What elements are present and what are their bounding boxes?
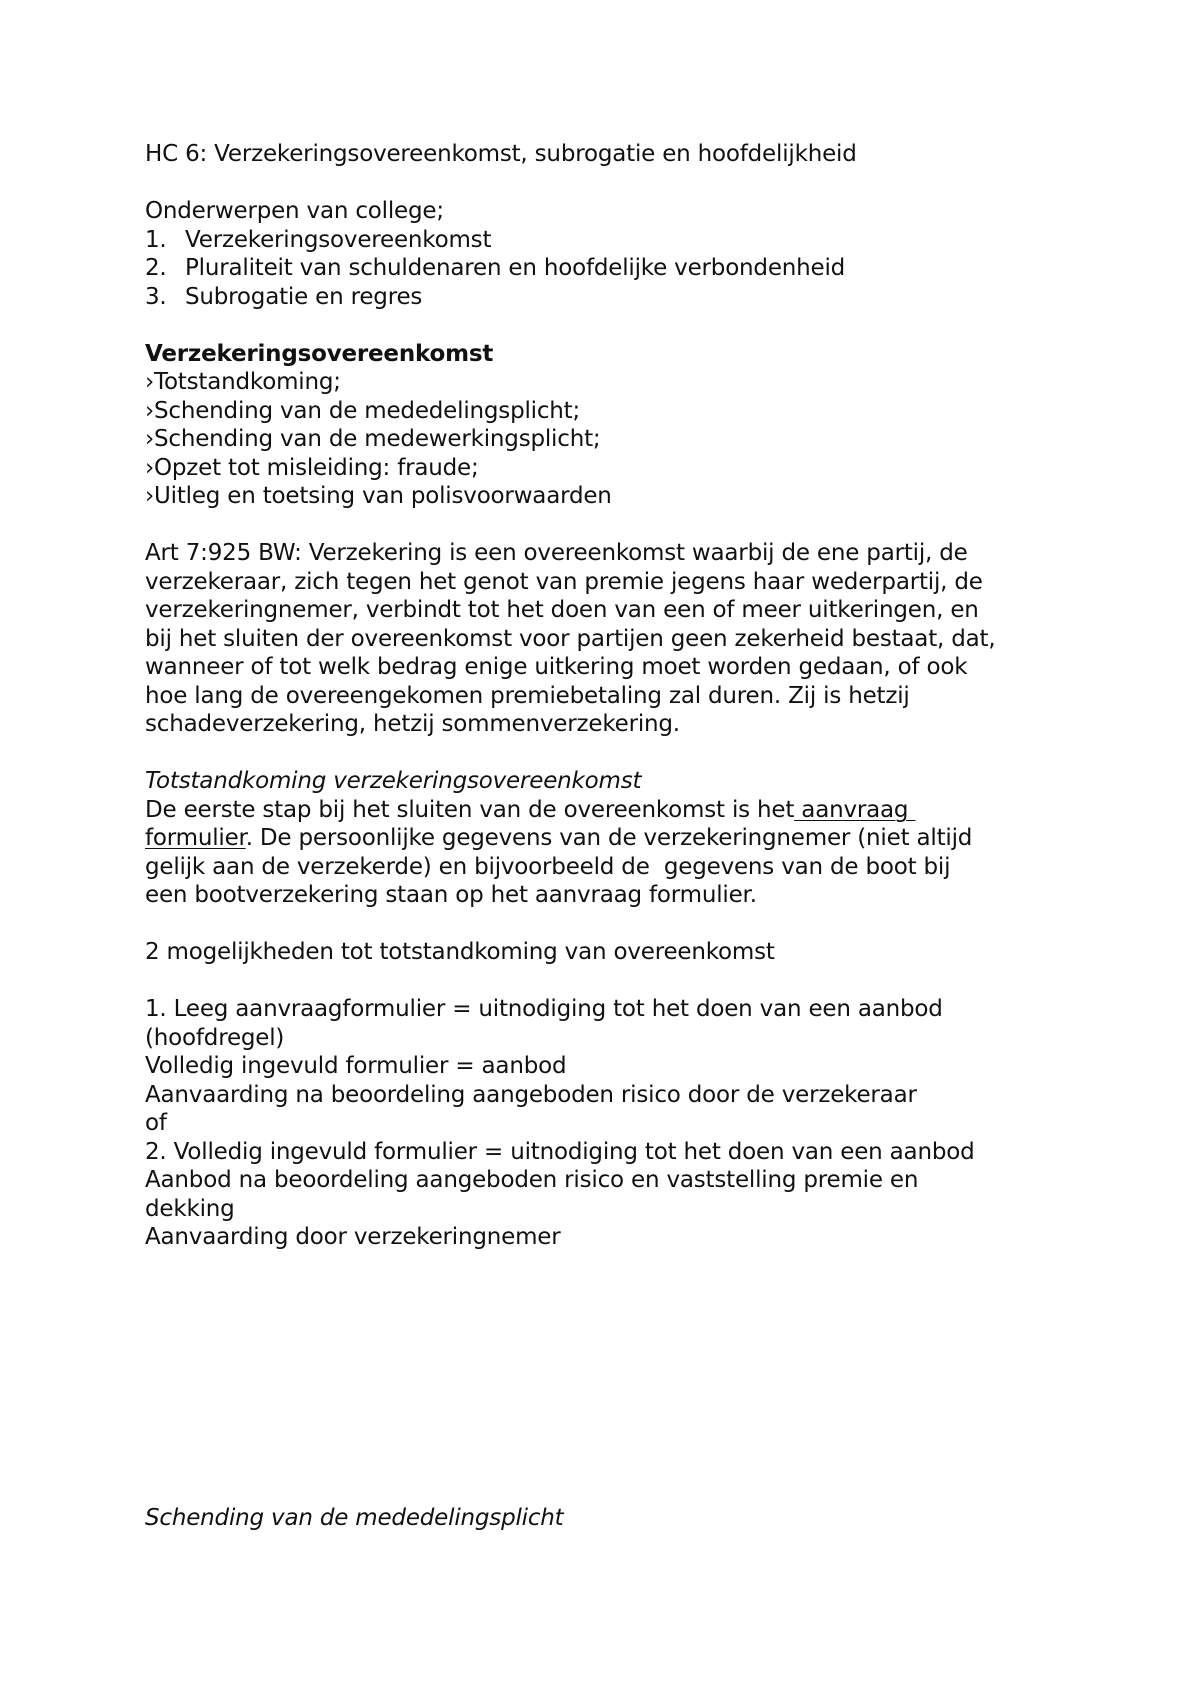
paragraph-line: verzekeringnemer, verbindt tot het doen van een of meer uitkeringen, en — [145, 597, 979, 623]
spacer — [145, 739, 1105, 768]
list-item-text: Pluraliteit van schuldenaren en hoofdelijke verbondenheid — [185, 255, 846, 281]
paragraph-line: schadeverzekering, hetzij sommenverzekering. — [145, 711, 680, 737]
paragraph-line: 1. Leeg aanvraagformulier = uitnodiging tot het doen van een aanbod — [145, 996, 943, 1022]
list-item — [145, 226, 1105, 255]
paragraph-line: of — [145, 1110, 167, 1136]
subsection-heading: Totstandkoming verzekeringsovereenkomst — [145, 768, 642, 794]
list-item-number: 1. — [145, 226, 167, 253]
paragraph-line: bij het sluiten der overeenkomst voor partijen geen zekerheid bestaat, dat, — [145, 625, 996, 652]
paragraph-line: dekking — [145, 1195, 235, 1222]
paragraph-line — [145, 796, 1105, 825]
underlined-term: aanvraag — [794, 796, 916, 823]
paragraph-line: Art 7:925 BW: Verzekering is een overeenkomst waarbij de ene partij, de — [145, 540, 968, 566]
bullet-item: ›Schending van de mededelingsplicht; — [145, 397, 581, 424]
paragraph-line: Aanvaarding na beoordeling aangeboden risico door de verzekeraar — [145, 1081, 917, 1108]
paragraph-line: verzekeraar, zich tegen het genot van premie jegens haar wederpartij, de — [145, 568, 983, 595]
paragraph-line — [145, 824, 1105, 853]
paragraph-line: wanneer of tot welk bedrag enige uitkering moet worden gedaan, of ook — [145, 654, 968, 680]
next-section-heading: Schending van de mededelingsplicht — [145, 1505, 564, 1531]
spacer — [145, 910, 1105, 939]
document-title: HC 6: Verzekeringsovereenkomst, subrogatie en hoofdelijkheid — [145, 141, 857, 167]
paragraph-line: hoe lang de overeengekomen premiebetaling zal duren. Zij is hetzij — [145, 682, 910, 709]
spacer — [145, 511, 1105, 540]
section-heading: Verzekeringsovereenkomst — [145, 340, 494, 367]
paragraph-text: De eerste stap bij het sluiten van de overeenkomst is het — [145, 796, 795, 823]
spacer — [145, 311, 1105, 340]
possibilities-intro: 2 mogelijkheden tot totstandkoming van overeenkomst — [145, 939, 775, 965]
paragraph-line: 2. Volledig ingevuld formulier = uitnodiging tot het doen van een aanbod — [145, 1138, 975, 1165]
list-item — [145, 254, 1105, 283]
list-item — [145, 283, 1105, 312]
bullet-item: ›Opzet tot misleiding: fraude; — [145, 454, 479, 481]
spacer — [145, 967, 1105, 996]
list-item-number: 3. — [145, 283, 167, 310]
totstandkoming-paragraph — [145, 796, 1105, 910]
bullet-item: ›Schending van de medewerkingsplicht; — [145, 426, 601, 452]
list-item-text: Verzekeringsovereenkomst — [185, 226, 492, 253]
paragraph-line: Aanvaarding door verzekeringnemer — [145, 1224, 561, 1250]
paragraph-text: . De persoonlijke gegevens van de verzekeringnemer (niet altijd — [245, 825, 973, 851]
underlined-term: formulier — [145, 825, 246, 851]
topics-list — [145, 226, 1105, 312]
article-paragraph — [145, 539, 1105, 739]
paragraph-line: (hoofdregel) — [145, 1024, 285, 1051]
document-page — [145, 140, 1105, 1252]
topics-intro: Onderwerpen van college; — [145, 198, 444, 224]
paragraph-line: Aanbod na beoordeling aangeboden risico en vaststelling premie en — [145, 1167, 919, 1193]
bullet-item: ›Uitleg en toetsing van polisvoorwaarden — [145, 483, 612, 509]
list-item-text: Subrogatie en regres — [185, 283, 423, 310]
bullet-item: ›Totstandkoming; — [145, 369, 341, 395]
spacer — [145, 169, 1105, 198]
list-item-number: 2. — [145, 255, 167, 281]
paragraph-line: Volledig ingevuld formulier = aanbod — [145, 1053, 567, 1079]
paragraph-line: een bootverzekering staan op het aanvraag formulier. — [145, 882, 757, 908]
paragraph-line: gelijk aan de verzekerde) en bijvoorbeeld de gegevens van de boot bij — [145, 853, 951, 880]
possibilities-block — [145, 995, 1105, 1252]
